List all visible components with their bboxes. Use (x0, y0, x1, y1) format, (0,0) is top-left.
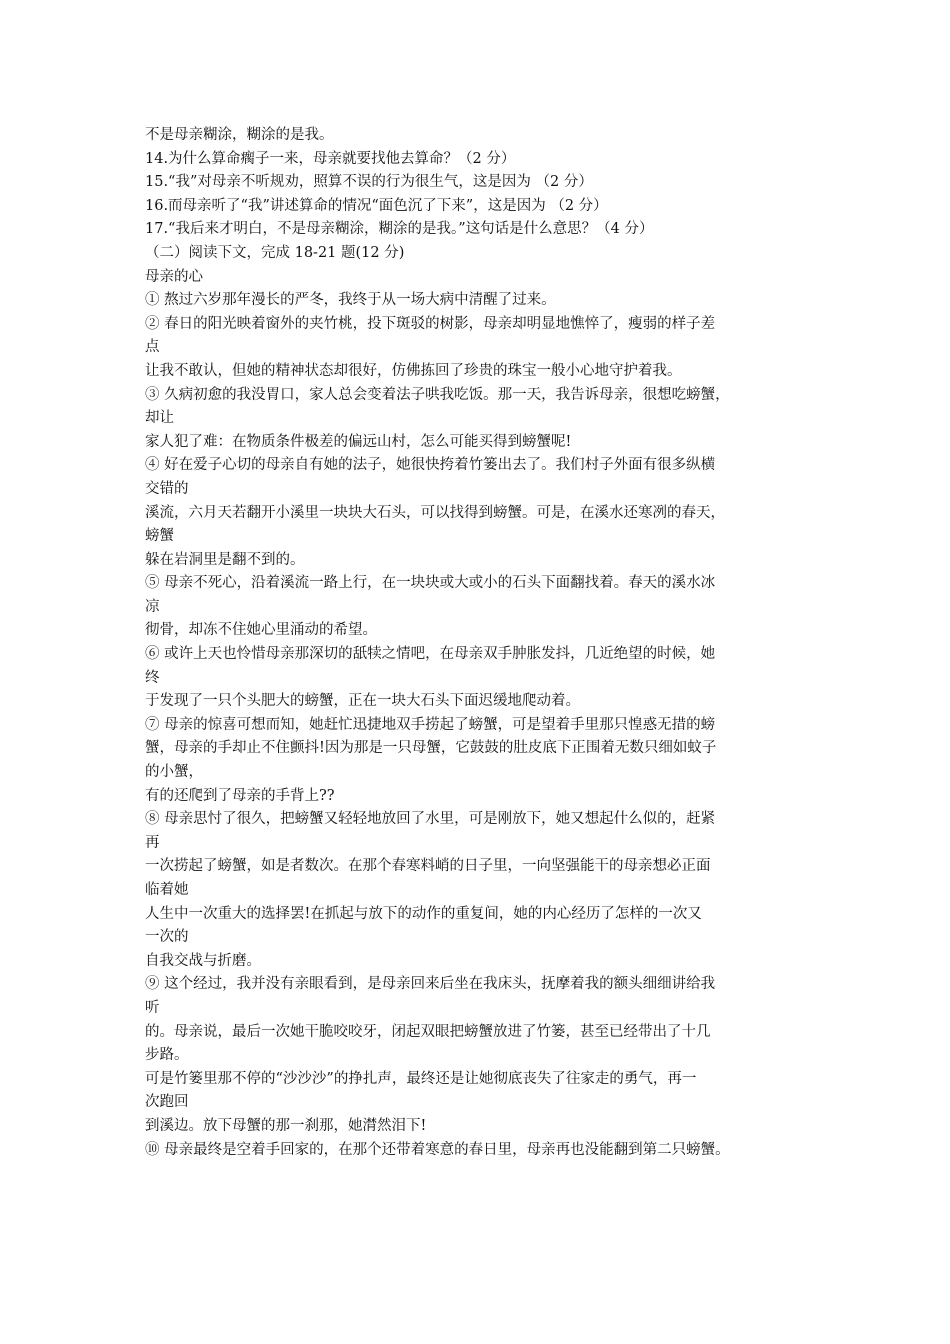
text-line: 一次的 (145, 929, 189, 946)
text-line: 再 (145, 834, 160, 851)
text-line: 蟹，母亲的手却止不住颤抖!因为那是一只母蟹，它鼓鼓的肚皮底下正围着无数只细如蚊子 (145, 740, 717, 757)
text-line: 溪流，六月天若翻开小溪里一块块大石头，可以找得到螃蟹。可是，在溪水还寒冽的春天， (145, 504, 725, 521)
text-line: 有的还爬到了母亲的手背上?? (145, 787, 335, 804)
text-line: 自我交战与折磨。 (145, 952, 261, 969)
text-line: 一次捞起了螃蟹，如是者数次。在那个春寒料峭的日子里，一向坚强能干的母亲想必正面 (145, 858, 711, 875)
text-line: ④ 好在爱子心切的母亲自有她的法子，她很快挎着竹篓出去了。我们村子外面有很多纵横 (145, 457, 716, 474)
text-line: ③ 久病初愈的我没胃口，家人总会变着法子哄我吃饭。那一天，我告诉母亲，很想吃螃蟹， (145, 386, 730, 403)
text-line: 17.“我后来才明白，不是母亲糊涂，糊涂的是我。”这句话是什么意思？（4 分） (145, 221, 654, 238)
text-line: 不是母亲糊涂，糊涂的是我。 (145, 127, 334, 143)
text-line: 彻骨，却冻不住她心里涌动的希望。 (145, 622, 377, 639)
text-line: 螃蟹 (145, 528, 174, 545)
text-line: ⑦ 母亲的惊喜可想而知，她赶忙迅捷地双手捞起了螃蟹，可是望着手里那只惶惑无措的螃 (145, 716, 716, 733)
text-line: 家人犯了难：在物质条件极差的偏远山村，怎么可能买得到螃蟹呢! (145, 433, 572, 450)
text-line: 于发现了一只个头肥大的螃蟹，正在一块大石头下面迟缓地爬动着。 (145, 693, 580, 710)
text-line: 15.“我”对母亲不听规劝，照算不误的行为很生气，这是因为 （2 分） (145, 174, 593, 191)
text-line: 终 (145, 669, 160, 686)
text-line: 可是竹篓里那不停的“沙沙沙”的挣扎声，最终还是让她彻底丧失了往家走的勇气，再一 (145, 1070, 697, 1087)
text-line: 点 (145, 339, 160, 356)
text-line: 次跑回 (145, 1094, 189, 1111)
text-line: 母亲的心 (145, 268, 203, 285)
text-line: 16.而母亲听了“我”讲述算命的情况“面色沉了下来”，这是因为 （2 分） (145, 197, 608, 214)
text-line: 到溪边。放下母蟹的那一刹那，她潸然泪下! (145, 1117, 427, 1134)
text-line: ① 熬过六岁那年漫长的严冬，我终于从一场大病中清醒了过来。 (145, 292, 556, 309)
text-line: （二）阅读下文，完成 18-21 题(12 分) (145, 244, 405, 261)
text-line: ⑤ 母亲不死心，沿着溪流一路上行，在一块块或大或小的石头下面翻找着。春天的溪水冰 (145, 575, 716, 592)
text-line: 步路。 (145, 1047, 189, 1064)
text-line: ⑥ 或许上天也怜惜母亲那深切的舐犊之情吧，在母亲双手肿胀发抖，几近绝望的时候，她 (145, 646, 716, 663)
text-line: 却让 (145, 410, 174, 427)
text-line: 的小蟹， (145, 764, 203, 781)
text-line: 躲在岩洞里是翻不到的。 (145, 551, 305, 568)
document-body (145, 124, 825, 1162)
text-line: 14.为什么算命瘸子一来，母亲就要找他去算命？（2 分） (145, 150, 516, 167)
text-line: ⑧ 母亲思忖了很久，把螃蟹又轻轻地放回了水里，可是刚放下，她又想起什么似的，赶紧 (145, 811, 716, 828)
text-line: 听 (145, 999, 160, 1016)
text-line: ⑨ 这个经过，我并没有亲眼看到，是母亲回来后坐在我床头，抚摩着我的额头细细讲给我 (145, 976, 716, 993)
text-line: 交错的 (145, 480, 189, 497)
text-line: 的。母亲说，最后一次她干脆咬咬牙，闭起双眼把螃蟹放进了竹篓，甚至已经带出了十几 (145, 1023, 711, 1040)
text-line: ② 春日的阳光映着窗外的夹竹桃，投下斑驳的树影，母亲却明显地憔悴了，瘦弱的样子差 (145, 315, 716, 332)
text-line: ⑩ 母亲最终是空着手回家的，在那个还带着寒意的春日里，母亲再也没能翻到第二只螃蟹。 (145, 1141, 730, 1158)
text-line: 凉 (145, 598, 160, 615)
text-line: 让我不敢认，但她的精神状态却很好，仿佛拣回了珍贵的珠宝一般小心地守护着我。 (145, 362, 682, 379)
text-line: 临着她 (145, 882, 189, 898)
text-line: 人生中一次重大的选择罢!在抓起与放下的动作的重复间，她的内心经历了怎样的一次又 (145, 905, 702, 922)
